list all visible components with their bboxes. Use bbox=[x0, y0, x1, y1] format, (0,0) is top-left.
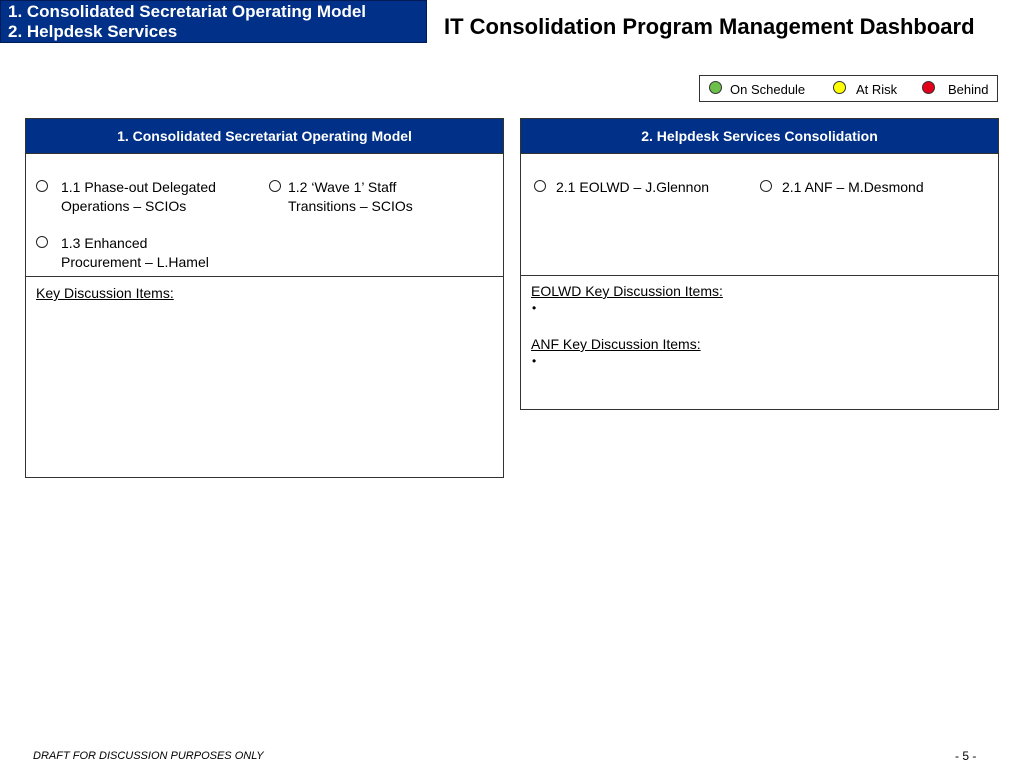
panel-operating-model-header: 1. Consolidated Secretariat Operating Model bbox=[26, 119, 503, 154]
item-1-1-line1: 1.1 Phase-out Delegated bbox=[61, 179, 216, 195]
legend-label-at-risk: At Risk bbox=[856, 82, 898, 97]
status-circle-icon bbox=[760, 180, 772, 192]
legend-label-behind: Behind bbox=[948, 82, 989, 97]
item-2-1-eolwd-label: 2.1 EOLWD – J.Glennon bbox=[556, 179, 710, 195]
eolwd-bullet: • bbox=[532, 301, 537, 315]
panel-helpdesk-header: 2. Helpdesk Services Consolidation bbox=[521, 119, 998, 154]
status-circle-icon bbox=[36, 236, 48, 248]
status-circle-icon bbox=[534, 180, 546, 192]
item-1-3-line1: 1.3 Enhanced bbox=[61, 235, 148, 251]
status-circle-icon bbox=[36, 180, 48, 192]
nav-line-2: 2. Helpdesk Services bbox=[8, 22, 178, 41]
item-1-3-line2: Procurement – L.Hamel bbox=[61, 254, 209, 270]
item-2-1-anf-label: 2.1 ANF – M.Desmond bbox=[782, 179, 924, 195]
behind-dot-icon bbox=[922, 81, 935, 94]
on-schedule-dot-icon bbox=[709, 81, 722, 94]
panel-helpdesk bbox=[520, 118, 999, 410]
page-number: - 5 - bbox=[955, 749, 977, 763]
anf-discussion-label: ANF Key Discussion Items: bbox=[531, 336, 701, 352]
item-1-1-line2: Operations – SCIOs bbox=[61, 198, 187, 214]
eolwd-discussion-label: EOLWD Key Discussion Items: bbox=[531, 283, 723, 299]
page-title: IT Consolidation Program Management Dashboard bbox=[444, 14, 975, 39]
legend-label-on-schedule: On Schedule bbox=[730, 82, 806, 97]
item-1-2-line1: 1.2 ‘Wave 1’ Staff bbox=[288, 179, 397, 195]
nav-line-1: 1. Consolidated Secretariat Operating Model bbox=[8, 2, 367, 21]
key-discussion-label: Key Discussion Items: bbox=[36, 285, 174, 301]
anf-bullet: • bbox=[532, 354, 537, 368]
panel-operating-model bbox=[25, 118, 504, 478]
draft-note: DRAFT FOR DISCUSSION PURPOSES ONLY bbox=[33, 750, 264, 762]
panel-divider bbox=[521, 275, 998, 276]
status-circle-icon bbox=[269, 180, 281, 192]
item-1-2-line2: Transitions – SCIOs bbox=[288, 198, 413, 214]
status-legend bbox=[699, 75, 998, 102]
panel-divider bbox=[26, 276, 503, 277]
at-risk-dot-icon bbox=[833, 81, 846, 94]
section-nav-box bbox=[0, 0, 427, 43]
